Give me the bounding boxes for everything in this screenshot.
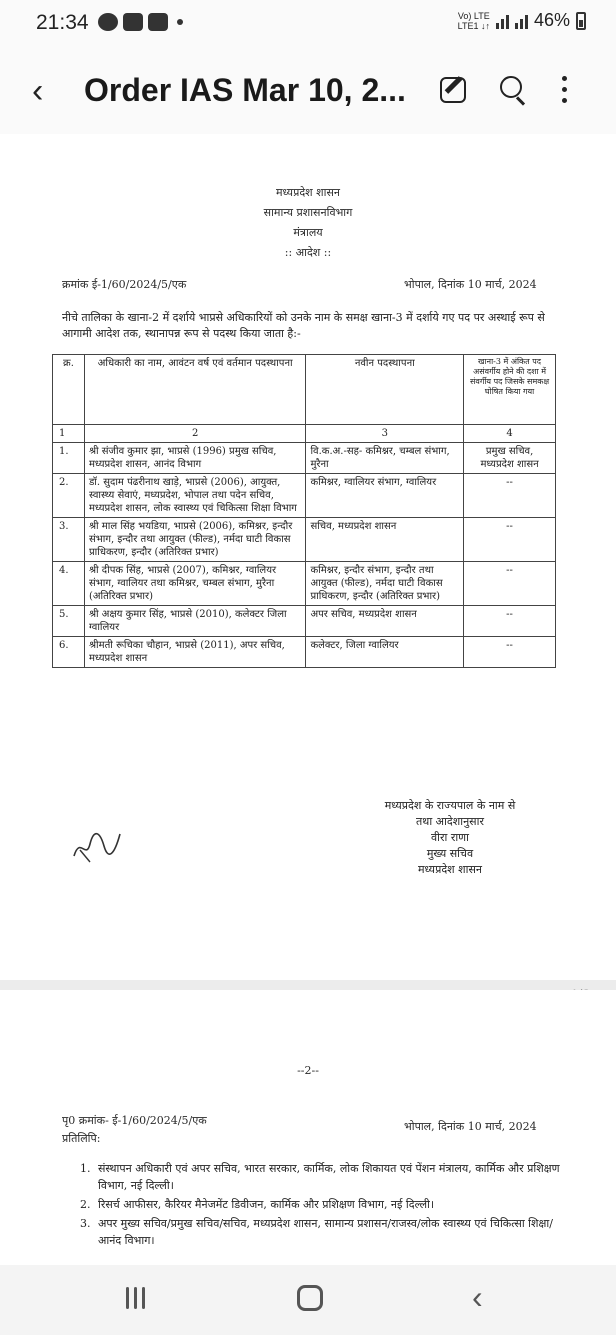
col-number: 2: [84, 425, 305, 443]
table-row: [53, 474, 556, 518]
table-header-row: [53, 355, 556, 425]
back-icon[interactable]: ‹: [472, 1279, 483, 1315]
copy-list: [80, 1160, 560, 1251]
table-col-number-row: [53, 425, 556, 443]
more-notifications-dot-icon: [177, 19, 183, 25]
system-nav-bar: [0, 1265, 616, 1335]
table-header: नवीन पदस्थापना: [306, 355, 464, 425]
header-line-1: मध्यप्रदेश शासन: [275, 186, 341, 199]
document-page-1[interactable]: [0, 134, 616, 980]
signatory-line: मध्यप्रदेश के राज्यपाल के नाम से: [384, 799, 516, 812]
home-icon[interactable]: [297, 1285, 323, 1311]
table-header: क्र.: [53, 355, 85, 425]
endorsement-number: पृ0 क्रमांक- ई-1/60/2024/5/एक: [62, 1114, 207, 1127]
row-sno: 4.: [53, 562, 85, 606]
search-icon[interactable]: [500, 76, 522, 98]
recent-apps-icon[interactable]: [126, 1287, 145, 1309]
place-date-2: भोपाल, दिनांक 10 मार्च, 2024: [404, 1120, 537, 1133]
row-remark: --: [464, 562, 556, 606]
row-remark: --: [464, 474, 556, 518]
row-new-posting: अपर सचिव, मध्यप्रदेश शासन: [306, 606, 464, 637]
signatory-line: मुख्य सचिव: [426, 847, 474, 860]
signatory-block: [360, 798, 540, 878]
row-new-posting: कमिश्नर, इन्दौर संभाग, इन्दौर तथा आयुक्त (फील्ड), नर्मदा घाटी विकास प्राधिकरण, इन्दौर (अतिरिक्त प्रभार): [306, 562, 464, 606]
row-new-posting: सचिव, मध्यप्रदेश शासन: [306, 518, 464, 562]
row-officer: डॉ. सुदाम पंढरीनाथ खाड़े, भाप्रसे (2006), आयुक्त, स्वास्थ्य सेवाएं, मध्यप्रदेश, भोपाल तथा पदेन सचिव, मध्यप्रदेश शासन, लोक स्वास्थ्य एवं चिकित्सा शिक्षा विभाग: [84, 474, 305, 518]
order-number: क्रमांक ई-1/60/2024/5/एक: [62, 278, 187, 291]
row-officer: श्री माल सिंह भयडिया, भाप्रसे (2006), कमिश्नर, इन्दौर संभाग, इन्दौर तथा आयुक्त (फील्ड), नर्मदा घाटी विकास प्राधिकरण, इन्दौर (अतिरिक्त प्रभार): [84, 518, 305, 562]
row-remark: प्रमुख सचिव, मध्यप्रदेश शासन: [464, 443, 556, 474]
row-officer: श्री अक्षय कुमार सिंह, भाप्रसे (2010), कलेक्टर जिला ग्वालियर: [84, 606, 305, 637]
table-row: [53, 443, 556, 474]
whatsapp-icon: [98, 13, 118, 31]
status-right: [458, 10, 586, 31]
youtube-icon: [123, 13, 143, 31]
row-sno: 2.: [53, 474, 85, 518]
document-title: Order IAS Mar 10, 2...: [84, 72, 406, 108]
table-header: अधिकारी का नाम, आवंटन वर्ष एवं वर्तमान पदस्थापना: [84, 355, 305, 425]
order-paragraph: नीचे तालिका के खाना-2 में दर्शाये भाप्रसे अधिकारियों को उनके नाम के समक्ष खाना-3 में दर्शाये गए पद पर अस्थाई रूप से आगामी आदेश तक, स्थानापन्न रूप से पदस्थ किया जाता है:-: [62, 311, 545, 340]
row-officer: श्रीमती रूचिका चौहान, भाप्रसे (2011), अपर सचिव, मध्यप्रदेश शासन: [84, 637, 305, 668]
table-row: [53, 637, 556, 668]
document-page-2[interactable]: [0, 990, 616, 1265]
app-bar: [0, 48, 616, 134]
header-line-4: :: आदेश ::: [284, 246, 332, 259]
row-sno: 5.: [53, 606, 85, 637]
place-date: भोपाल, दिनांक 10 मार्च, 2024: [404, 278, 537, 291]
signatory-line: मध्यप्रदेश शासन: [417, 863, 483, 876]
more-vert-icon[interactable]: [562, 76, 568, 104]
row-remark: --: [464, 606, 556, 637]
signatory-line: वीरा राणा: [431, 831, 469, 844]
header-line-3: मंत्रालय: [293, 226, 323, 239]
table-row: [53, 606, 556, 637]
table-header: खाना-3 में अंकित पद असंवर्गीय होने की दशा में संवर्गीय पद जिसके समकक्ष घोषित किया गया: [464, 355, 556, 425]
posting-table: [52, 354, 556, 668]
row-remark: --: [464, 637, 556, 668]
row-new-posting: कमिश्नर, ग्वालियर संभाग, ग्वालियर: [306, 474, 464, 518]
signatory-line: तथा आदेशानुसार: [416, 815, 484, 828]
row-officer: श्री दीपक सिंह, भाप्रसे (2007), कमिश्नर, ग्वालियर संभाग, ग्वालियर तथा कमिश्नर, चम्बल संभाग, मुरैना (अतिरिक्त प्रभार): [84, 562, 305, 606]
row-officer: श्री संजीव कुमार झा, भाप्रसे (1996) प्रमुख सचिव, मध्यप्रदेश शासन, आनंद विभाग: [84, 443, 305, 474]
list-item: 1. संस्थापन अधिकारी एवं अपर सचिव, भारत सरकार, कार्मिक, लोक शिकायत एवं पेंशन मंत्रालय, कार्मिक और प्रशिक्षण विभाग, नई दिल्ली।: [80, 1162, 560, 1192]
network-type-label: Vo) LTE LTE1 ↓↑: [457, 10, 490, 31]
notification-icons: [98, 13, 183, 31]
battery-icon: [576, 12, 586, 30]
list-item: 3. अपर मुख्य सचिव/प्रमुख सचिव/सचिव, मध्यप्रदेश शासन, सामान्य प्रशासन/राजस्व/लोक स्वास्थ्य एवं चिकित्सा शिक्षा/आनंद विभाग।: [80, 1217, 553, 1247]
signature-mark-icon: [70, 826, 124, 866]
row-sno: 6.: [53, 637, 85, 668]
row-remark: --: [464, 518, 556, 562]
edit-icon[interactable]: [440, 77, 466, 103]
col-number: 3: [306, 425, 464, 443]
voicemail-icon: [148, 13, 168, 31]
row-sno: 1.: [53, 443, 85, 474]
table-row: [53, 562, 556, 606]
table-row: [53, 518, 556, 562]
list-item: 2. रिसर्च आफीसर, कैरियर मैनेजमेंट डिवीजन, कार्मिक और प्रशिक्षण विभाग, नई दिल्ली।: [80, 1198, 435, 1211]
copy-label: प्रतिलिपि:: [62, 1132, 101, 1145]
battery-percent: 46%: [533, 10, 570, 30]
signal-2-icon: [515, 13, 528, 29]
back-chevron-icon[interactable]: ‹: [32, 72, 44, 110]
status-bar: [0, 0, 616, 48]
row-new-posting: वि.क.अ.-सह- कमिश्नर, चम्बल संभाग, मुरैना: [306, 443, 464, 474]
row-sno: 3.: [53, 518, 85, 562]
col-number: 1: [53, 425, 85, 443]
header-line-2: सामान्य प्रशासनविभाग: [263, 206, 353, 219]
col-number: 4: [464, 425, 556, 443]
status-time: 21:34: [36, 11, 89, 34]
signal-icon: [496, 13, 509, 29]
row-new-posting: कलेक्टर, जिला ग्वालियर: [306, 637, 464, 668]
page-marker: --2--: [297, 1064, 319, 1077]
